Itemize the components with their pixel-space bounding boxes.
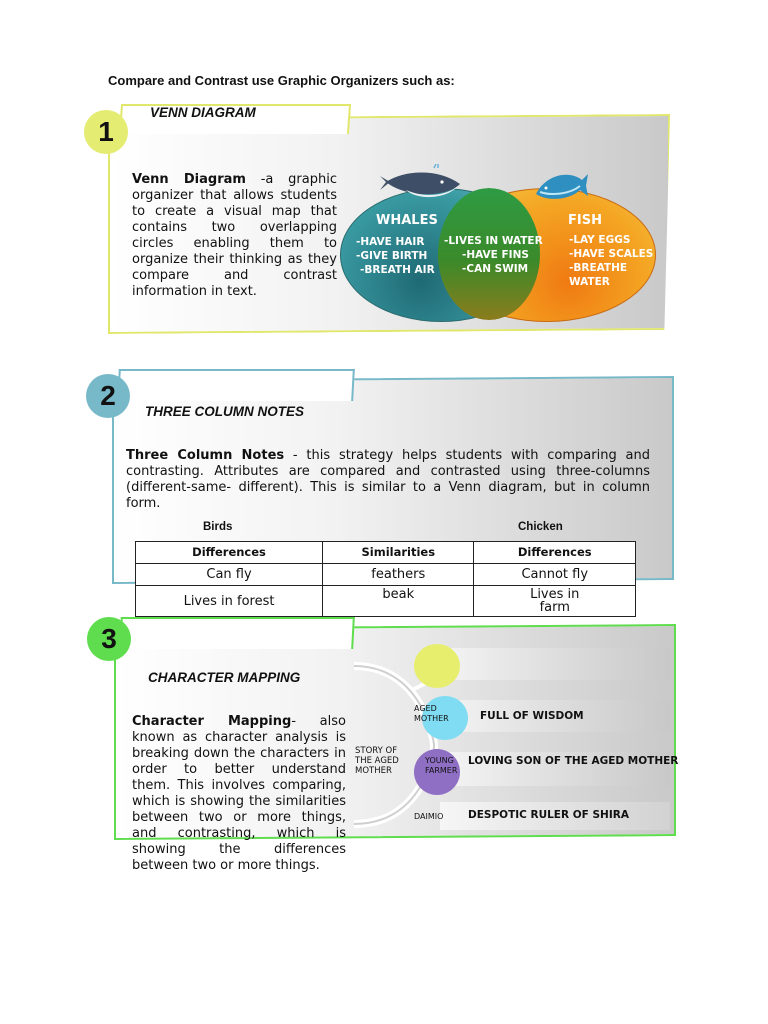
whales-title: WHALES xyxy=(376,213,438,228)
overlap-item: -HAVE FINS xyxy=(462,249,529,261)
table-cell: Lives in farm xyxy=(474,586,636,617)
table-header: Similarities xyxy=(323,542,474,564)
right-group-label: Chicken xyxy=(518,521,563,533)
node-label: YOUNG FARMER xyxy=(425,756,458,775)
node-label: AGED MOTHER xyxy=(414,704,449,723)
table-cell: feathers xyxy=(323,564,474,586)
table-header: Differences xyxy=(136,542,323,564)
table-header-row xyxy=(136,542,636,564)
section-heading: VENN DIAGRAM xyxy=(150,105,256,120)
document-title: Compare and Contrast use Graphic Organizers such as: xyxy=(108,73,455,88)
left-group-label: Birds xyxy=(203,521,233,533)
term: Venn Diagram xyxy=(132,172,246,187)
whales-item: -GIVE BIRTH xyxy=(356,250,428,262)
map-node-empty xyxy=(414,644,460,688)
table-header: Differences xyxy=(474,542,636,564)
node-value: FULL OF WISDOM xyxy=(480,710,584,722)
table-row xyxy=(136,564,636,586)
description-text: -a graphic organizer that allows students to create a visual map that contains two overlapping circles enabling them to organize their thinking as they compare and contrast information in text. xyxy=(132,172,337,299)
three-column-tab xyxy=(117,369,355,401)
node-value: DESPOTIC RULER OF SHIRA xyxy=(468,809,629,821)
table-cell: beak xyxy=(323,586,474,617)
section-description xyxy=(132,172,337,300)
node-value: LOVING SON OF THE AGED MOTHER xyxy=(468,755,679,767)
map-bar xyxy=(440,648,670,680)
fish-item: -LAY EGGS xyxy=(569,234,631,246)
table-cell: Lives in forest xyxy=(136,586,323,617)
section-heading: THREE COLUMN NOTES xyxy=(145,404,305,419)
term: Three Column Notes xyxy=(126,448,285,463)
overlap-item: -LIVES IN WATER xyxy=(444,235,543,247)
table-row xyxy=(136,586,636,617)
section-description xyxy=(132,714,346,874)
section-number-badge: 2 xyxy=(86,374,130,418)
table-cell: Can fly xyxy=(136,564,323,586)
section-heading: CHARACTER MAPPING xyxy=(148,670,301,685)
table-cell: Cannot fly xyxy=(474,564,636,586)
fish-item: WATER xyxy=(569,276,610,288)
whales-item: -HAVE HAIR xyxy=(356,236,425,248)
fish-title: FISH xyxy=(568,213,602,228)
description-text: - also known as character analysis is breaking down the characters in order to better understand them. This involves comparing, which is showing the similarities between two or more things, and contrasting, which is showing the differences between two or more things. xyxy=(132,714,346,873)
three-column-table xyxy=(135,541,636,617)
fish-item: -BREATHE xyxy=(569,262,628,274)
overlap-item: -CAN SWIM xyxy=(462,263,529,275)
whales-item: -BREATH AIR xyxy=(360,264,435,276)
term: Character Mapping xyxy=(132,714,292,729)
node-label: DAIMIO xyxy=(414,812,444,821)
section-number-badge: 1 xyxy=(84,110,128,154)
whale-icon xyxy=(376,164,462,204)
section-description xyxy=(126,448,650,512)
description-text: - this strategy helps students with comparing and contrasting. Attributes are compared and contrasted using three-columns (different-same- different). This is similar to a Venn diagram, but in column form. xyxy=(126,448,650,511)
map-center-label: STORY OF THE AGED MOTHER xyxy=(355,746,399,776)
section-number-badge: 3 xyxy=(87,617,131,661)
fish-icon xyxy=(530,166,590,206)
character-mapping-tab xyxy=(119,617,355,649)
fish-item: -HAVE SCALES xyxy=(569,248,654,260)
